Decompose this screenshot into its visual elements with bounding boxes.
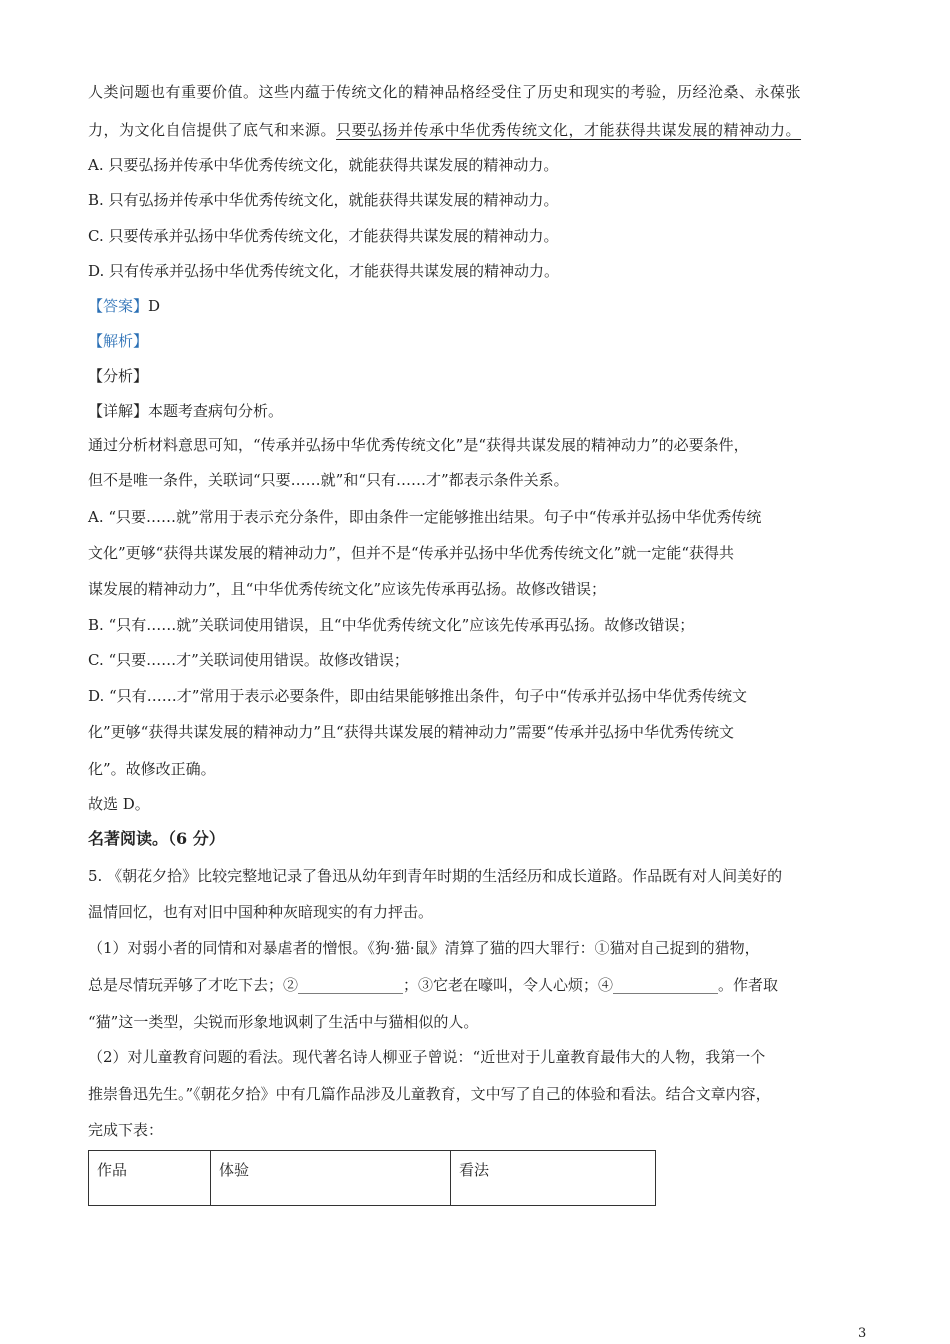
- fenxi-label: 【分析】: [88, 367, 149, 385]
- option-c: C. 只要传承并弘扬中华优秀传统文化，才能获得共谋发展的精神动力。: [88, 227, 559, 245]
- passage-line-2: [88, 120, 801, 140]
- detail-text: 本题考查病句分析。: [148, 402, 284, 420]
- question-line: 推崇鲁迅先生。”《朝花夕拾》中有几篇作品涉及儿童教育，文中写了自己的体验和看法。结合文章内容，: [88, 1085, 771, 1103]
- question-line: （1）对弱小者的同情和对暴虐者的憎恨。《狗·猫·鼠》清算了猫的四大罪行：①猫对自己捉到的猎物，: [88, 939, 760, 957]
- question-line: 完成下表：: [88, 1121, 164, 1139]
- explanation-line: 谋发展的精神动力”，且“中华优秀传统文化”应该先传承再弘扬。故修改错误；: [88, 580, 607, 598]
- detail-line: [88, 401, 283, 421]
- question-line: 总是尽情玩弄够了才吃下去；②______________；③它老在嚎叫，令人心烦；④______________。作者取: [88, 976, 779, 994]
- question-line: （2）对儿童教育问题的看法。现代著名诗人柳亚子曾说：“近世对于儿童教育最伟大的人物，我第一个: [88, 1048, 766, 1066]
- option-d: D. 只有传承并弘扬中华优秀传统文化，才能获得共谋发展的精神动力。: [88, 262, 560, 280]
- explanation-line: C. “只要……才”关联词使用错误。故修改错误；: [88, 651, 409, 669]
- detail-label: 【详解】: [88, 402, 149, 420]
- underlined-sentence: 只要弘扬并传承中华优秀传统文化，才能获得共谋发展的精神动力。: [336, 121, 802, 139]
- analysis-label: 【解析】: [88, 332, 149, 350]
- answer-value: D: [148, 297, 161, 315]
- answer-label: 【答案】: [88, 297, 149, 315]
- question-line: 温情回忆，也有对旧中国种种灰暗现实的有力抨击。: [88, 903, 434, 921]
- answer-table: [88, 1150, 656, 1206]
- table-header-cell: 体验: [211, 1151, 451, 1206]
- option-a: A. 只要弘扬并传承中华优秀传统文化，就能获得共谋发展的精神动力。: [88, 156, 559, 174]
- explanation-line: 化”更够“获得共谋发展的精神动力”且“获得共谋发展的精神动力”需要“传承并弘扬中华优秀传统文: [88, 723, 735, 741]
- explanation-line: B. “只有……就”关联词使用错误，且“中华优秀传统文化”应该先传承再弘扬。故修改错误；: [88, 616, 695, 634]
- explanation-line: A. “只要……就”常用于表示充分条件，即由条件一定能够推出结果。句子中“传承并弘扬中华优秀传统: [88, 508, 762, 526]
- passage-line-1: 人类问题也有重要价值。这些内蕴于传统文化的精神品格经受住了历史和现实的考验，历经沧桑、永葆张: [88, 83, 802, 101]
- explanation-line: 通过分析材料意思可知，“传承并弘扬中华优秀传统文化”是“获得共谋发展的精神动力”的必要条件，: [88, 436, 749, 454]
- explanation-line: 化”。故修改正确。: [88, 760, 216, 778]
- table-header-cell: 看法: [451, 1151, 656, 1206]
- explanation-line: 文化”更够“获得共谋发展的精神动力”，但并不是“传承并弘扬中华优秀传统文化”就一定能“获得共: [88, 544, 735, 562]
- question-line: “猫”这一类型，尖锐而形象地讽刺了生活中与猫相似的人。: [88, 1013, 479, 1031]
- passage-line-2-prefix: 力，为文化自信提供了底气和来源。: [88, 121, 337, 139]
- table-header-row: [89, 1151, 656, 1206]
- table-header-cell: 作品: [89, 1151, 211, 1206]
- option-b: B. 只有弘扬并传承中华优秀传统文化，就能获得共谋发展的精神动力。: [88, 191, 559, 209]
- page-number: 3: [858, 1326, 867, 1341]
- explanation-line: 故选 D。: [88, 795, 150, 813]
- answer-line: [88, 296, 160, 316]
- explanation-line: 但不是唯一条件，关联词“只要……就”和“只有……才”都表示条件关系。: [88, 471, 569, 489]
- question-line: 5. 《朝花夕拾》比较完整地记录了鲁迅从幼年到青年时期的生活经历和成长道路。作品既有对人间美好的: [88, 867, 783, 885]
- explanation-line: D. “只有……才”常用于表示必要条件，即由结果能够推出条件，句子中“传承并弘扬中华优秀传统文: [88, 687, 748, 705]
- section-title: 名著阅读。（6 分）: [88, 829, 225, 848]
